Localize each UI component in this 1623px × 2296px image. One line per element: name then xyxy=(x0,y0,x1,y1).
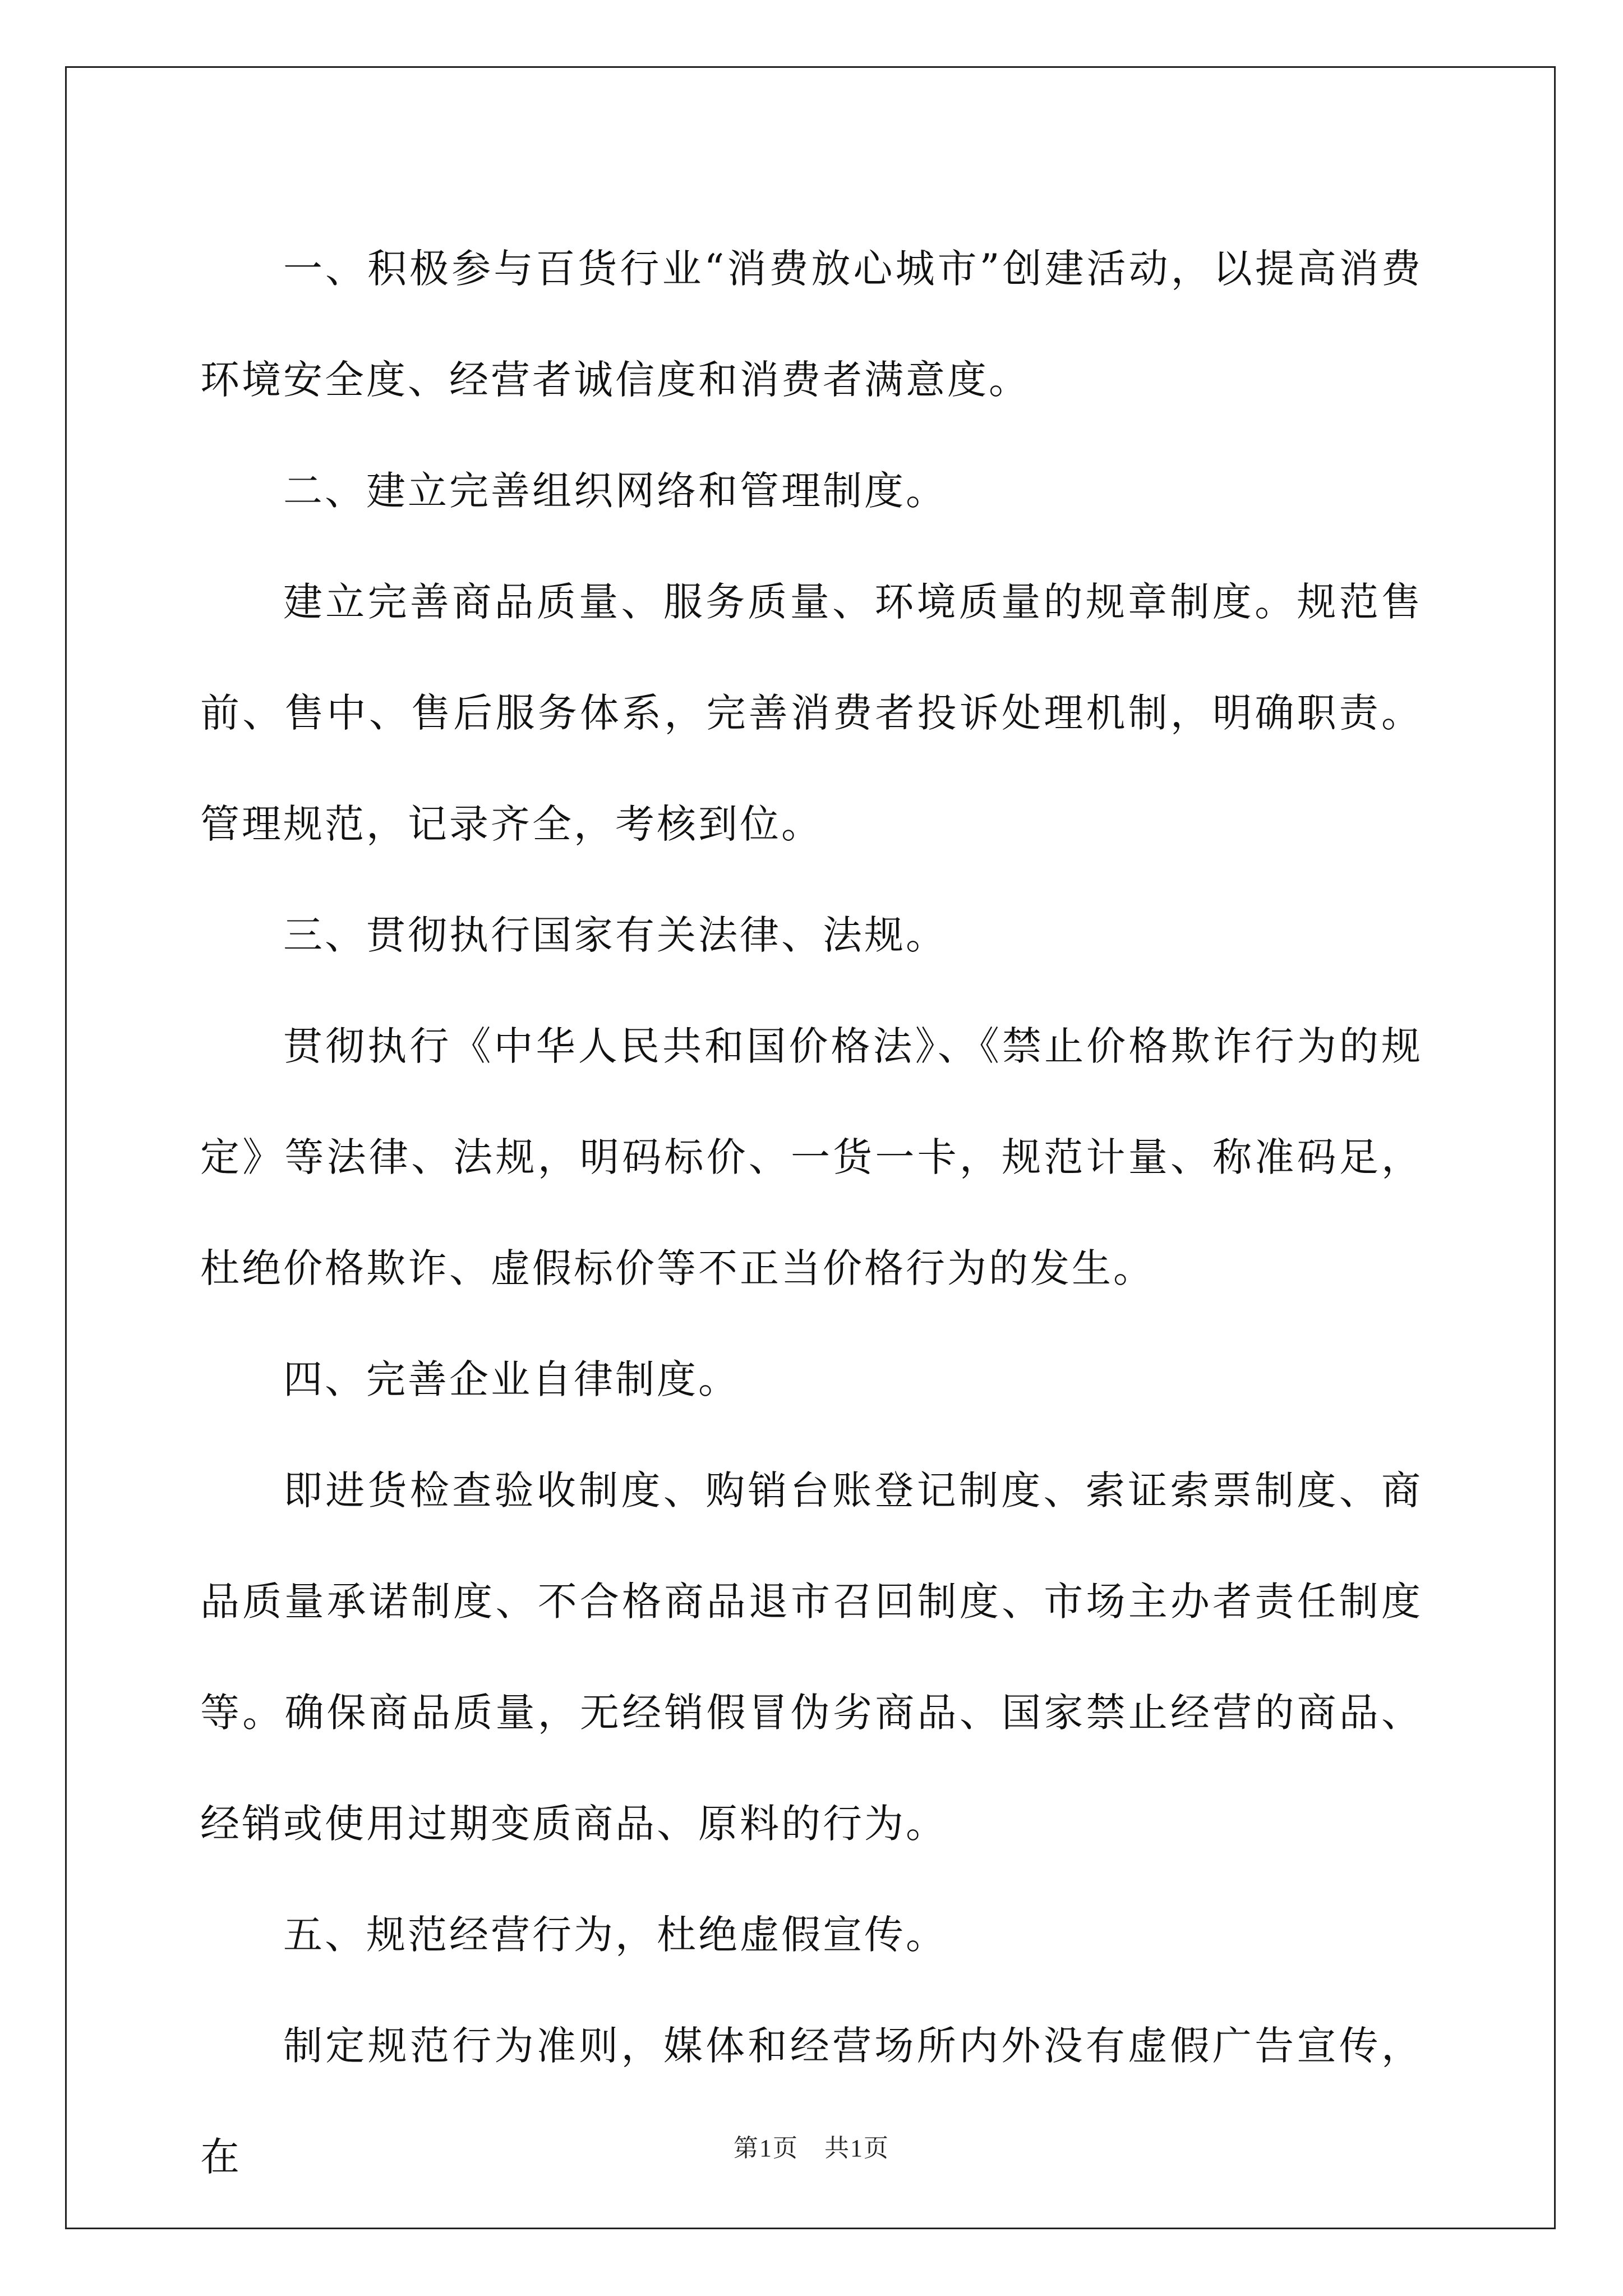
paragraph: 三、贯彻执行国家有关法律、法规。 xyxy=(283,912,947,958)
paragraph: 贯彻执行《中华人民共和国价格法》、《禁止价格欺诈行为的规定》等法律、法规，明码标价、一货一卡，规范计量、称准码足，杜绝价格欺诈、虚假标价等不正当价格行为的发生。 xyxy=(200,1023,1423,1291)
paragraph: 制定规范行为准则，媒体和经营场所内外没有虚假广告宣传，在 xyxy=(200,2023,1423,2180)
paragraph: 一、积极参与百货行业“消费放心城市”创建活动，以提高消费环境安全度、经营者诚信度和消费者满意度。 xyxy=(200,246,1423,403)
page-number-footer: 第1页 共1页 xyxy=(734,2134,889,2162)
paragraph: 二、建立完善组织网络和管理制度。 xyxy=(283,468,947,514)
paragraph: 五、规范经营行为，杜绝虚假宣传。 xyxy=(283,1912,947,1958)
paragraph: 四、完善企业自律制度。 xyxy=(283,1356,740,1402)
document-body xyxy=(200,213,1423,2212)
paragraph: 建立完善商品质量、服务质量、环境质量的规章制度。规范售前、售中、售后服务体系，完善消费者投诉处理机制，明确职责。管理规范，记录齐全，考核到位。 xyxy=(200,579,1423,847)
paragraph: 即进货检查验收制度、购销台账登记制度、索证索票制度、商品质量承诺制度、不合格商品退市召回制度、市场主办者责任制度等。确保商品质量，无经销假冒伪劣商品、国家禁止经营的商品、经销或使用过期变质商品、原料的行为。 xyxy=(200,1467,1423,1847)
